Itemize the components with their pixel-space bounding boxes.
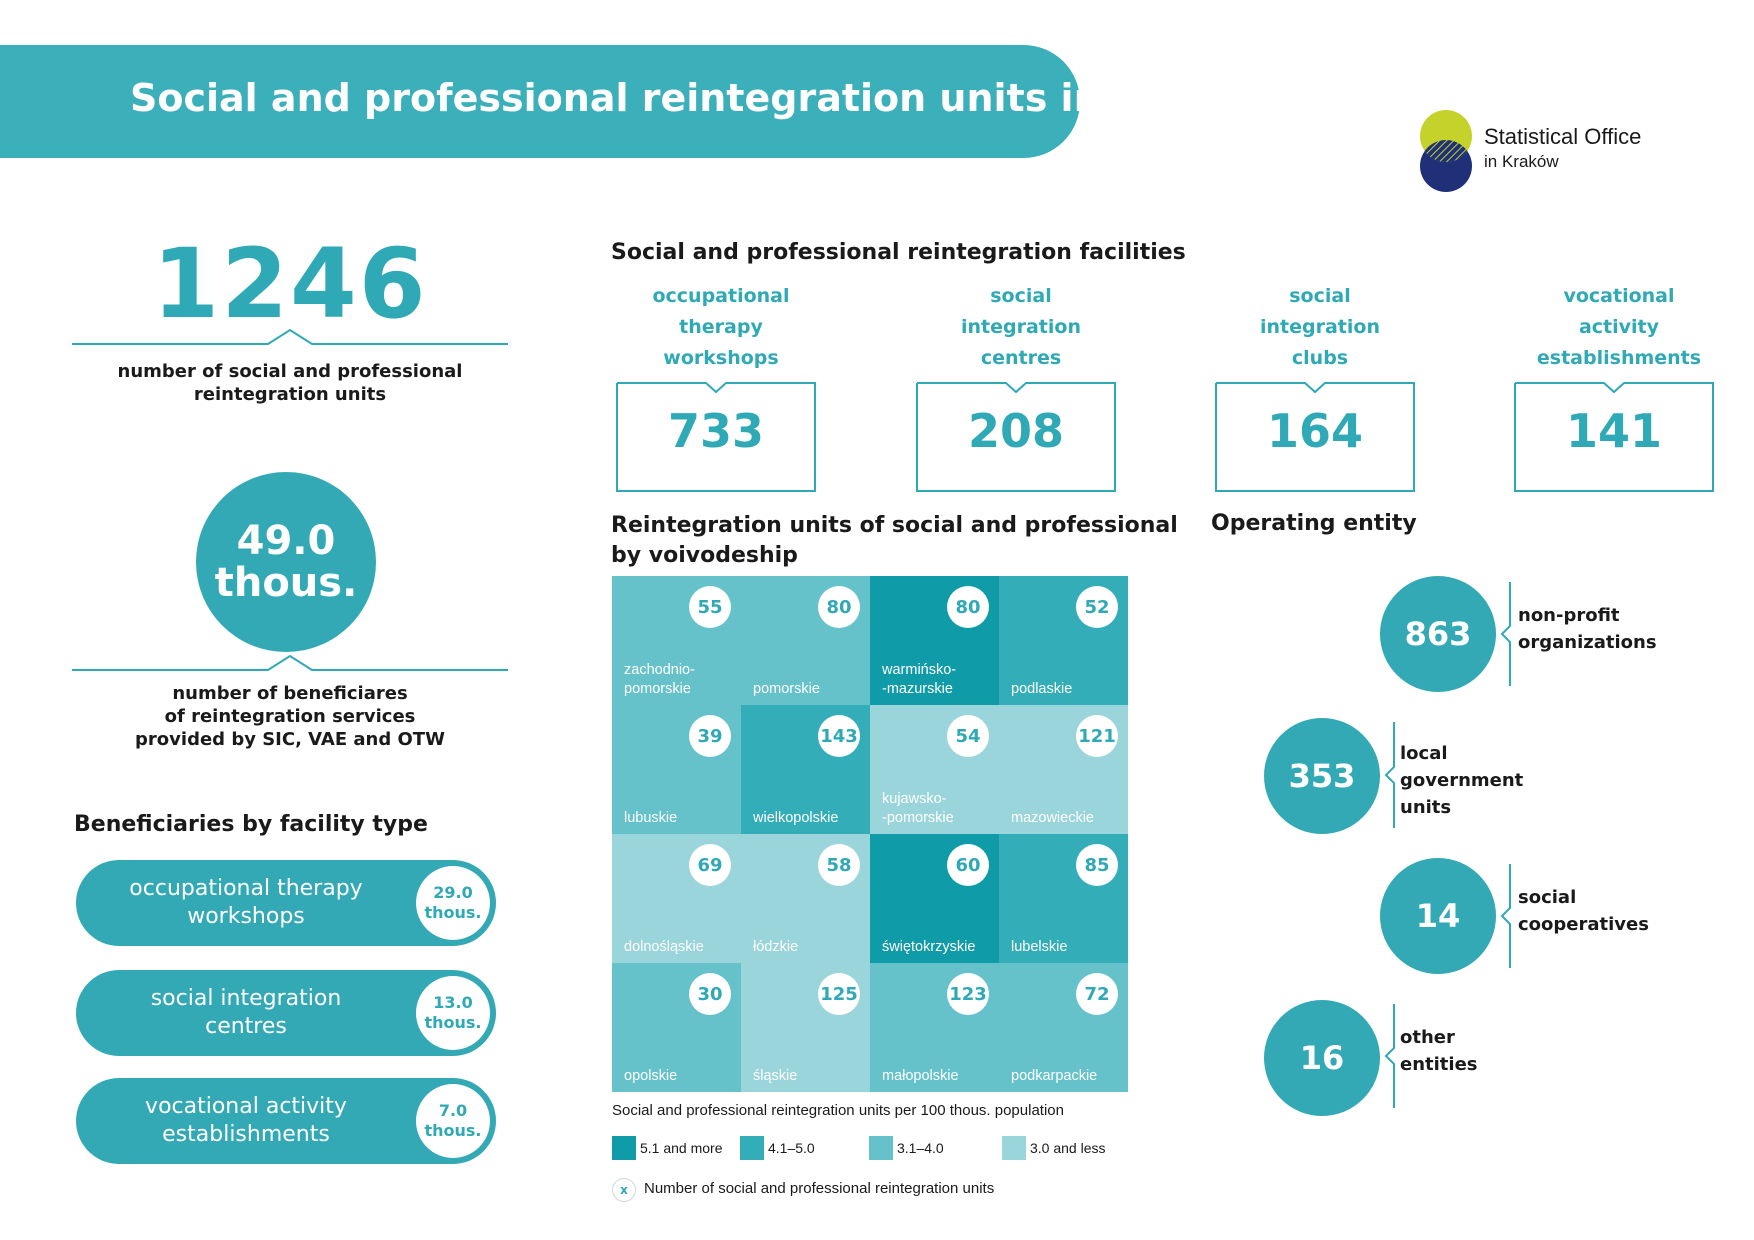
beneficiary-type-label: occupational therapy workshops — [129, 876, 363, 929]
facility-label: occupational therapy workshops — [652, 285, 790, 369]
entity-value-circle: 863 — [1380, 576, 1496, 692]
beneficiaries-by-type-title: Beneficiaries by facility type — [74, 812, 428, 837]
voivodeship-grid — [612, 576, 1128, 1092]
facility-value: 733 — [667, 404, 765, 458]
voivodeship-cell — [870, 705, 999, 834]
voivodeship-unit-count: 80 — [818, 586, 860, 628]
voivodeship-unit-count: 55 — [689, 586, 731, 628]
beneficiaries-value: 49.0 thous. — [214, 518, 358, 606]
voivodeship-name: wielkopolskie — [753, 810, 839, 826]
entity-label: non-profit organizations — [1518, 605, 1657, 653]
voivodeship-name: małopolskie — [882, 1068, 959, 1084]
facility-label: vocational activity establishments — [1536, 285, 1702, 369]
legend-swatch — [1002, 1136, 1026, 1160]
legend-label: 3.1–4.0 — [897, 1140, 944, 1156]
entity-value-circle: 353 — [1264, 718, 1380, 834]
voivodeship-unit-count: 121 — [1076, 715, 1118, 757]
voivodeship-unit-count: 123 — [947, 973, 989, 1015]
entity-value-circle: 16 — [1264, 1000, 1380, 1116]
unit-count-marker-caption: Number of social and professional reintegration units — [644, 1180, 995, 1197]
voivodeship-name: lubelskie — [1011, 939, 1068, 955]
voivodeship-name: świętokrzyskie — [882, 939, 976, 955]
beneficiary-type-pill — [76, 860, 496, 946]
voivodeship-name: śląskie — [753, 1068, 798, 1084]
voivodeship-cell — [612, 705, 741, 834]
voivodeship-unit-count: 72 — [1076, 973, 1118, 1015]
voivodeship-cell — [870, 963, 999, 1092]
voivodeship-unit-count: 54 — [947, 715, 989, 757]
voivodeship-name: dolnośląskie — [624, 939, 704, 955]
voivodeship-cell — [999, 963, 1128, 1092]
facility-box — [1215, 382, 1415, 492]
voivodeship-unit-count: 39 — [689, 715, 731, 757]
logo-text-line1: Statistical Office — [1484, 124, 1642, 149]
voivodeship-cell — [612, 576, 741, 705]
voivodeship-unit-count: 30 — [689, 973, 731, 1015]
voivodeship-cell — [870, 834, 999, 963]
voivodeship-cell — [870, 576, 999, 705]
voivodeship-cell — [741, 963, 870, 1092]
facility-label: social integration clubs — [1260, 285, 1380, 369]
legend-swatch — [612, 1136, 636, 1160]
facility-box — [916, 382, 1116, 492]
voivodeship-name: podlaskie — [1011, 681, 1073, 697]
legend-title: Social and professional reintegration units per 100 thous. population — [612, 1102, 1064, 1119]
facility-value: 164 — [1266, 404, 1364, 458]
logo-mark-icon — [1420, 110, 1472, 192]
voivodeship-cell — [741, 576, 870, 705]
voivodeship-name: opolskie — [624, 1068, 678, 1084]
voivodeship-cell — [741, 705, 870, 834]
voivodeship-cell — [741, 834, 870, 963]
voivodeship-unit-count: 69 — [689, 844, 731, 886]
entity-label: social cooperatives — [1518, 887, 1649, 935]
beneficiaries-caption: number of beneficiares of reintegration services provided by SIC, VAE and OTW — [135, 683, 445, 750]
facility-box — [616, 382, 816, 492]
divider-notch — [72, 654, 508, 674]
total-units-caption: number of social and professional reintegration units — [117, 361, 463, 405]
statistical-office-logo — [1420, 110, 1720, 190]
entity-bracket — [1500, 864, 1516, 968]
unit-count-marker-icon: x — [612, 1178, 636, 1202]
voivodeship-unit-count: 60 — [947, 844, 989, 886]
page-title: Social and professional reintegration units in 2023 — [130, 76, 1220, 120]
voivodeship-cell — [999, 705, 1128, 834]
voivodeship-name: podkarpackie — [1011, 1068, 1098, 1084]
facility-value: 208 — [967, 404, 1065, 458]
beneficiary-type-pill — [76, 970, 496, 1056]
voivodeship-cell — [999, 576, 1128, 705]
beneficiary-type-value: 29.0 thous. — [416, 866, 490, 940]
legend-swatch — [869, 1136, 893, 1160]
entity-label: other entities — [1400, 1027, 1478, 1075]
voivodeship-unit-count: 58 — [818, 844, 860, 886]
voivodeship-name: mazowieckie — [1011, 810, 1094, 826]
voivodeship-unit-count: 125 — [818, 973, 860, 1015]
entity-label: local government units — [1400, 743, 1524, 818]
beneficiary-type-pill — [76, 1078, 496, 1164]
beneficiary-type-label: vocational activity establishments — [145, 1094, 347, 1147]
facility-value: 141 — [1565, 404, 1663, 458]
divider-notch — [72, 328, 508, 348]
entity-value-circle: 14 — [1380, 858, 1496, 974]
voivodeship-name: warmińsko- -mazurskie — [882, 662, 957, 697]
voivodeship-unit-count: 52 — [1076, 586, 1118, 628]
voivodeship-name: łódzkie — [753, 939, 799, 955]
voivodeship-cell — [999, 834, 1128, 963]
voivodeship-unit-count: 143 — [818, 715, 860, 757]
facilities-title: Social and professional reintegration facilities — [611, 240, 1186, 265]
facility-label: social integration centres — [961, 285, 1081, 369]
legend-swatch — [740, 1136, 764, 1160]
voivodeship-title: Reintegration units of social and professional by voivodeship — [611, 513, 1178, 568]
beneficiaries-circle — [196, 472, 376, 652]
beneficiary-type-label: social integration centres — [150, 986, 342, 1039]
entity-bracket — [1384, 722, 1400, 828]
voivodeship-unit-count: 85 — [1076, 844, 1118, 886]
beneficiary-type-value: 13.0 thous. — [416, 976, 490, 1050]
legend-label: 5.1 and more — [640, 1140, 723, 1156]
voivodeship-name: pomorskie — [753, 681, 820, 697]
logo-text-line2: in Kraków — [1484, 152, 1559, 171]
legend-label: 4.1–5.0 — [768, 1140, 815, 1156]
voivodeship-name: zachodnio- pomorskie — [624, 662, 695, 697]
voivodeship-name: lubuskie — [624, 810, 678, 826]
voivodeship-cell — [612, 834, 741, 963]
beneficiary-type-value: 7.0 thous. — [416, 1084, 490, 1158]
operating-entity-title: Operating entity — [1211, 511, 1417, 536]
total-units-value: 1246 — [152, 228, 428, 340]
entity-bracket — [1384, 1004, 1400, 1108]
entity-bracket — [1500, 582, 1516, 686]
legend-label: 3.0 and less — [1030, 1140, 1106, 1156]
voivodeship-unit-count: 80 — [947, 586, 989, 628]
voivodeship-cell — [612, 963, 741, 1092]
voivodeship-name: kujawsko- -pomorskie — [882, 791, 954, 826]
facility-box — [1514, 382, 1714, 492]
